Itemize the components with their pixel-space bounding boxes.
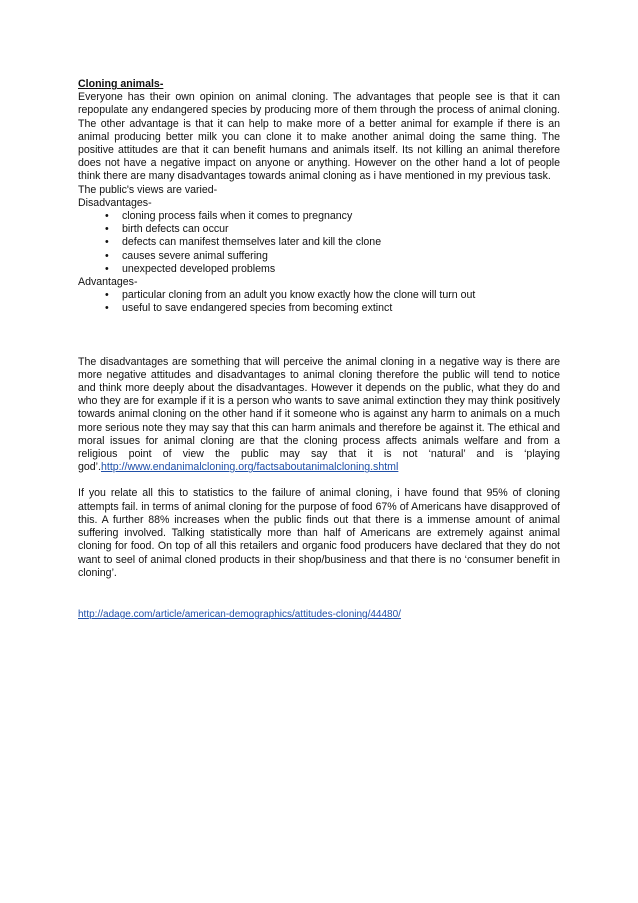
spacer [78, 474, 560, 487]
list-item: • causes severe animal suffering [122, 250, 560, 263]
list-item: • cloning process fails when it comes to pregnancy [122, 210, 560, 223]
list-item: • birth defects can occur [122, 223, 560, 236]
disadvantages-discussion-paragraph [78, 356, 560, 475]
list-item: • defects can manifest themselves later and kill the clone [122, 236, 560, 249]
list-item: • particular cloning from an adult you know exactly how the clone will turn out [122, 289, 560, 302]
document-page [78, 78, 560, 621]
advantages-list [78, 289, 560, 315]
disadvantages-list [78, 210, 560, 276]
document-title: Cloning animals- [78, 78, 164, 90]
disadvantages-heading: Disadvantages- [78, 196, 152, 209]
statistics-paragraph: If you relate all this to statistics to the failure of animal cloning, i have found that 95% of cloning attempts fail. in terms of animal cloning for the purpose of food 67% of Americans have disapproved of this. A further 88% increases when the public finds out that there is a immense amount of animal suffering involved. Talking statistically more than half of Americans are extremely against animal cloning for food. On top of all this retailers and organic food producers have declared that they do not want to seel of animal cloned products in their shop/business and that there is no ‘consumer benefit in cloning’. [78, 487, 560, 579]
paragraph-text: The disadvantages are something that will perceive the animal cloning in a negative way is there are more negative attitudes and disadvantages to animal cloning therefore the public will tend to notice and think more deeply about the disadvantages. However it depends on the public, what they do and who they are for example if it is a person who wants to save animal extinction they may think positively towards animal cloning on the other hand if it someone who is against any harm to animals on a much more serious note they may say that this can harm animals and therefore be against it. The ethical and moral issues for animal cloning are that the cloning process affects animals welfare and from a religious point of view the public may say that it is not ‘natural’ and is ‘playing god’. [78, 355, 560, 474]
list-item: • unexpected developed problems [122, 263, 560, 276]
spacer [78, 316, 560, 356]
list-item: • useful to save endangered species from becoming extinct [122, 302, 560, 315]
endanimalcloning-link[interactable]: http://www.endanimalcloning.org/factsaboutanimalcloning.shtml [100, 461, 399, 474]
public-views-line: The public's views are varied- [78, 183, 218, 196]
adage-source-link[interactable]: http://adage.com/article/american-demographics/attitudes-cloning/44480/ [78, 608, 401, 620]
spacer [78, 580, 560, 608]
intro-paragraph: Everyone has their own opinion on animal cloning. The advantages that people see is that it can repopulate any endangered species by producing more of them through the process of animal cloning. The other advantage is that it can help to make more of a better animal for example if there is an animal producing better milk you can clone it to make another animal doing the same thing. The positive attitudes are that it can benefit humans and animals itself. Its not killing an animal therefore does not have a negative impact on anyone or anything. However on the other hand a lot of people think there are many disadvantages towards animal cloning as i have mentioned in my previous task. [78, 91, 560, 183]
advantages-heading: Advantages- [78, 276, 138, 289]
